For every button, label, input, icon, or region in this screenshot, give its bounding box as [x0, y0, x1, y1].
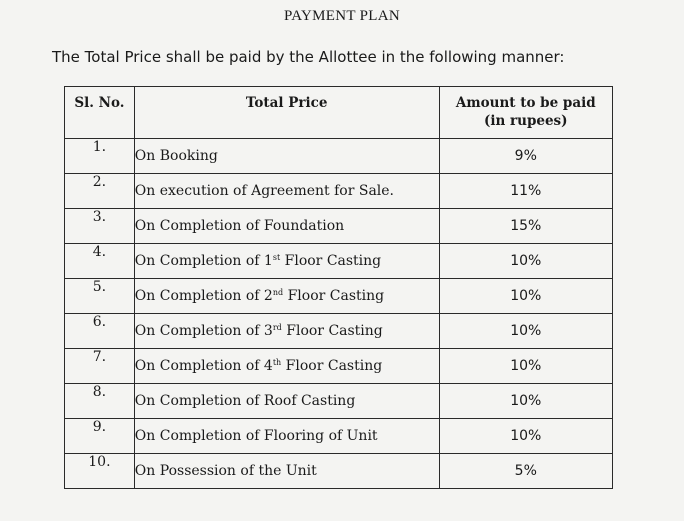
row-amount: 11%: [439, 174, 612, 209]
page-title: PAYMENT PLAN: [284, 8, 400, 24]
row-amount: 9%: [439, 139, 612, 174]
table-row: [65, 419, 613, 454]
table-row: [65, 384, 613, 419]
table-row: [65, 174, 613, 209]
row-sl-no: 9.: [65, 419, 135, 454]
ordinal-suffix: rd: [272, 323, 282, 332]
desc-text: Floor Casting: [283, 288, 385, 304]
row-description: [134, 244, 439, 279]
table-row: [65, 209, 613, 244]
row-amount: 10%: [439, 314, 612, 349]
row-description: On execution of Agreement for Sale.: [134, 174, 439, 209]
row-amount: 10%: [439, 244, 612, 279]
desc-text: On Completion of 1: [134, 253, 273, 269]
desc-text: On Completion of 2: [134, 288, 273, 304]
row-description: On Booking: [134, 139, 439, 174]
desc-text: On Completion of 4: [134, 358, 273, 374]
row-amount: 10%: [439, 279, 612, 314]
header-amount-line2: (in rupees): [483, 113, 568, 129]
row-amount: 15%: [439, 209, 612, 244]
row-description: [134, 279, 439, 314]
ordinal-suffix: th: [272, 358, 282, 367]
row-description: On Completion of Flooring of Unit: [134, 419, 439, 454]
ordinal-suffix: st: [272, 253, 281, 262]
row-sl-no: 3.: [65, 209, 135, 244]
intro-text: The Total Price shall be paid by the Allottee in the following manner:: [52, 48, 565, 66]
table-row: [65, 454, 613, 489]
table-row: [65, 279, 613, 314]
row-sl-no: 1.: [65, 139, 135, 174]
table-header-row: [65, 87, 613, 139]
row-description: [134, 349, 439, 384]
row-sl-no: 7.: [65, 349, 135, 384]
header-amount-line1: Amount to be paid: [455, 95, 596, 111]
row-sl-no: 10.: [65, 454, 135, 489]
row-description: On Completion of Roof Casting: [134, 384, 439, 419]
row-description: On Completion of Foundation: [134, 209, 439, 244]
desc-text: Floor Casting: [280, 253, 382, 269]
row-sl-no: 8.: [65, 384, 135, 419]
row-sl-no: 6.: [65, 314, 135, 349]
row-description: [134, 314, 439, 349]
table-row: [65, 349, 613, 384]
row-sl-no: 2.: [65, 174, 135, 209]
row-sl-no: 5.: [65, 279, 135, 314]
table-row: [65, 139, 613, 174]
row-sl-no: 4.: [65, 244, 135, 279]
ordinal-suffix: nd: [272, 288, 284, 297]
payment-plan-table: [64, 86, 613, 489]
row-amount: 10%: [439, 349, 612, 384]
header-total-price: Total Price: [134, 87, 439, 139]
desc-text: Floor Casting: [281, 323, 383, 339]
desc-text: Floor Casting: [281, 358, 383, 374]
row-amount: 5%: [439, 454, 612, 489]
header-sl-no: Sl. No.: [65, 87, 135, 139]
table-row: [65, 314, 613, 349]
desc-text: On Completion of 3: [134, 323, 273, 339]
header-amount: [439, 87, 612, 139]
row-amount: 10%: [439, 384, 612, 419]
table-row: [65, 244, 613, 279]
row-amount: 10%: [439, 419, 612, 454]
row-description: On Possession of the Unit: [134, 454, 439, 489]
